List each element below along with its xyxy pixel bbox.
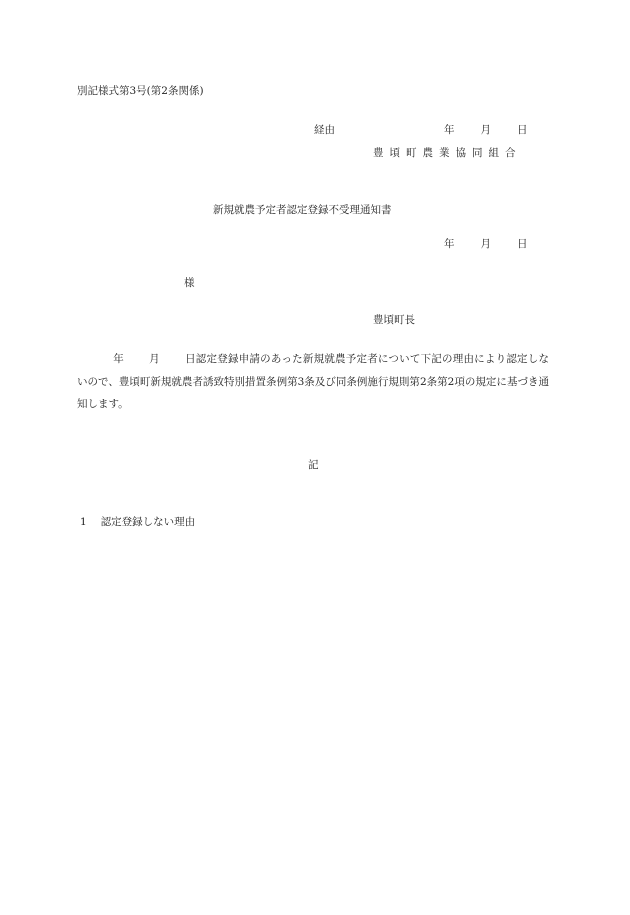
issue-date-day: 日 — [517, 238, 528, 250]
ki-heading: 記 — [308, 459, 319, 471]
reason-label: 認定登録しない理由 — [100, 516, 196, 528]
via-label: 経由 — [314, 124, 335, 136]
body-text: 日認定登録申請のあった新規就農予定者について下記の理由により認定しないので、豊頃町新規就農者誘致特別措置条例第3条及び同条例施行規則第2条第2項の規定に基づき通知します。 — [77, 353, 549, 410]
recipient-suffix: 様 — [184, 277, 195, 289]
via-organization: 豊頃町農業協同組合 — [373, 147, 522, 159]
body-year: 年 — [113, 353, 124, 365]
issue-date — [444, 237, 528, 251]
top-date-day: 日 — [517, 124, 528, 136]
page-title: 新規就農予定者認定登録不受理通知書 — [213, 204, 392, 216]
sender: 豊頃町長 — [373, 314, 415, 326]
top-date-year: 年 — [444, 124, 455, 136]
form-label: 別記様式第3号(第2条関係) — [77, 85, 204, 97]
issue-date-month: 月 — [480, 238, 491, 250]
reason-number: 1 — [80, 516, 87, 528]
top-date-month: 月 — [480, 124, 491, 136]
issue-date-year: 年 — [444, 238, 455, 250]
top-date — [444, 123, 528, 137]
reason-item — [80, 515, 195, 529]
body-month: 月 — [148, 353, 160, 365]
notice-body — [77, 348, 549, 416]
